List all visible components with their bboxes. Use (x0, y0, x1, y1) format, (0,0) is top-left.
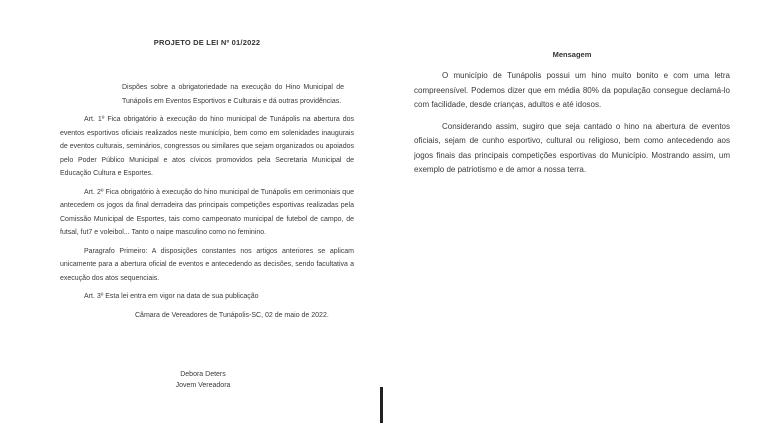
vertical-bar-mark (380, 387, 383, 423)
law-paragraph: Paragrafo Primeiro: A disposições constantes nos artigos anteriores se aplicam unicamente para a abertura oficial de eventos e antecedendo as decisões, sendo facultativa a execução dos atos sequenciais. (60, 247, 354, 282)
signature-name: Debora Deters (180, 371, 226, 378)
page-mensagem (414, 50, 730, 185)
law-paragraph: Art. 3º Esta lei entra em vigor na data de sua publicação (84, 293, 259, 300)
law-epigraph: Dispões sobre a obrigatoriedade na execução do Hino Municipal de Tunápolis em Eventos Esportivos e Culturais e dá outras providências. (122, 84, 344, 105)
law-paragraph: Art. 2º Fica obrigatório à execução do hino municipal de Tunápolis em cerimoniais que antecedem os jogos da final derradeira das principais competições esportivas realizadas pela Comissão Municipal de Esportes, tais como campeonato municipal de futebol de campo, de futsal, fut7 e voleibol... Tanto o naipe masculino como no feminino. (60, 188, 354, 236)
message-paragraph: Considerando assim, sugiro que seja cantado o hino na abertura de eventos oficiais, sejam de cunho esportivo, cultural ou religioso, bem como antecedendo aos jogos finais das principais competições esportivas do Município. Mostrando assim, um exemplo de patriotismo e de amor a nossa terra. (414, 121, 730, 174)
signature-block (60, 369, 354, 391)
message-title: Mensagem (552, 50, 592, 59)
law-articles (60, 113, 354, 304)
message-paragraph: O município de Tunápolis possui um hino muito bonito e com uma letra compreensível. Podemos dizer que em média 80% da população consegue declamá-lo com facilidade, desde crianças, adultos e até idosos. (414, 71, 730, 109)
signature-role: Jovem Vereadora (175, 382, 231, 389)
message-paragraphs (414, 69, 730, 178)
law-paragraph: Art. 1º Fica obrigatório à execução do hino municipal de Tunápolis na abertura dos eventos esportivos oficiais realizados neste município, bem como em solenidades inaugurais de eventos culturais, seminários, congressos ou similares que sejam organizados ou apoiados pelo Poder Público Municipal e atos cívicos promovidos pela Secretaria Municipal de Educação Cultura e Esportes. (60, 116, 354, 177)
law-title: PROJETO DE LEI Nº 01/2022 (153, 38, 261, 47)
dateline: Câmara de Vereadores de Tunápolis-SC, 02 de maio de 2022. (135, 311, 329, 319)
page-projeto-de-lei (60, 38, 354, 391)
